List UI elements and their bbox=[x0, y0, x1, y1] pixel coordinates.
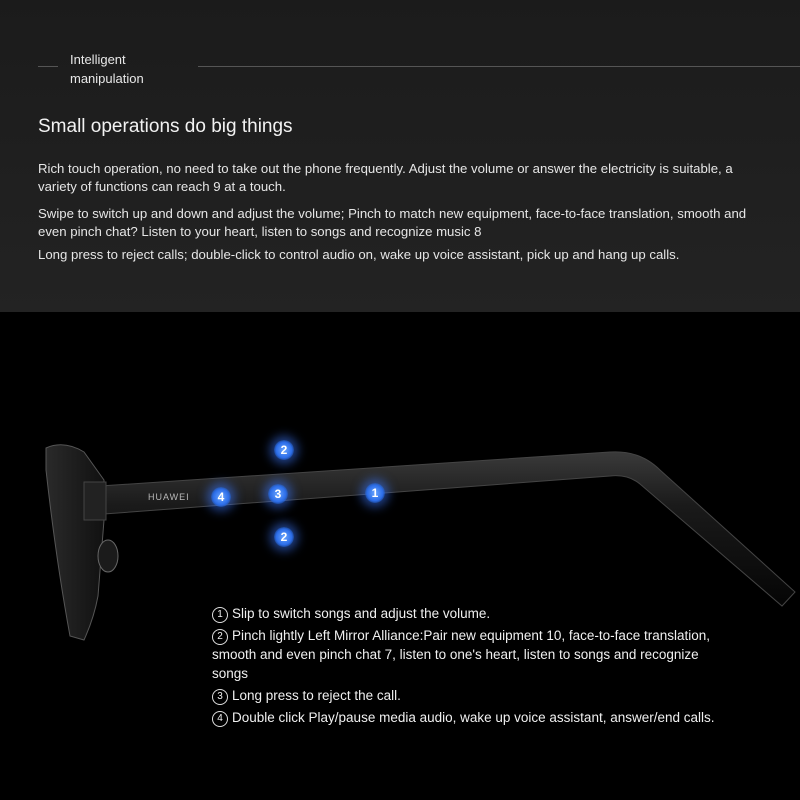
touch-zone-marker: 1 bbox=[365, 483, 385, 503]
feature-note-text: Long press to reject the call. bbox=[232, 688, 401, 703]
brand-label: HUAWEI bbox=[148, 492, 190, 502]
tagline: Intelligent manipulation bbox=[70, 52, 144, 86]
touch-zone-marker: 3 bbox=[268, 484, 288, 504]
feature-note-text: Double click Play/pause media audio, wake up voice assistant, answer/end calls. bbox=[232, 710, 715, 725]
touch-zone-marker: 2 bbox=[274, 527, 294, 547]
number-badge: 2 bbox=[212, 629, 228, 645]
feature-note bbox=[212, 686, 732, 705]
number-badge: 3 bbox=[212, 689, 228, 705]
number-badge: 1 bbox=[212, 607, 228, 623]
feature-note bbox=[212, 604, 732, 623]
feature-note bbox=[212, 626, 732, 683]
feature-note-text: Pinch lightly Left Mirror Alliance:Pair new equipment 10, face-to-face translation, smooth and even pinch chat 7, listen to one's heart, listen to songs and recognize songs bbox=[212, 628, 710, 681]
touch-zone-marker: 2 bbox=[274, 440, 294, 460]
description-paragraph: Swipe to switch up and down and adjust the volume; Pinch to match new equipment, face-to-face translation, smooth and even pinch chat? Listen to your heart, listen to songs and recognize music 8 bbox=[38, 206, 747, 239]
description-paragraph: Rich touch operation, no need to take out the phone frequently. Adjust the volume or answer the electricity is suitable, a variety of functions can reach 9 at a touch. bbox=[38, 161, 733, 194]
feature-note-text: Slip to switch songs and adjust the volume. bbox=[232, 606, 491, 621]
feature-notes bbox=[212, 604, 732, 730]
touch-zone-marker: 4 bbox=[211, 487, 231, 507]
headline: Small operations do big things bbox=[38, 116, 293, 137]
number-badge: 4 bbox=[212, 711, 228, 727]
feature-note bbox=[212, 708, 732, 727]
description-paragraph: Long press to reject calls; double-click to control audio on, wake up voice assistant, pick up and hang up calls. bbox=[38, 247, 680, 262]
